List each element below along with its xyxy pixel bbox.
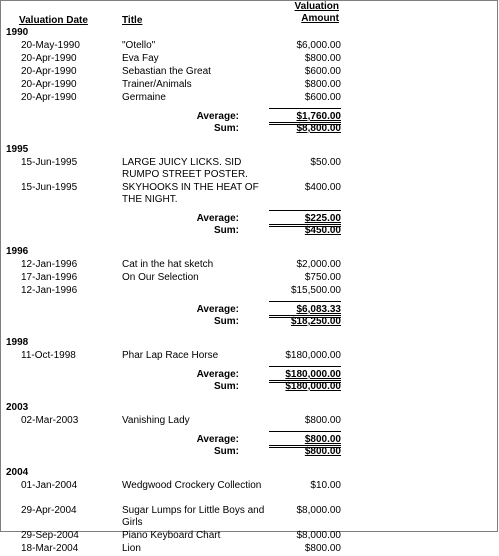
average-value: $6,083.33 [296, 304, 341, 315]
average-value: $1,760.00 [296, 111, 341, 122]
title-cell: Sugar Lumps for Little Boys and Girls [122, 505, 265, 528]
year-heading [1, 337, 499, 350]
table-row [1, 543, 499, 556]
average-label: Average: [196, 369, 239, 380]
title-cell: Phar Lap Race Horse [122, 350, 219, 361]
column-header-amount-line2: Amount [301, 13, 339, 24]
sum-value: $18,250.00 [290, 316, 341, 327]
amount-cell: $8,000.00 [296, 505, 341, 516]
title-cell: SKYHOOKS IN THE HEAT OF THE NIGHT. [122, 182, 259, 205]
amount-cell: $8,000.00 [296, 530, 341, 541]
group-gap [1, 237, 499, 246]
year-heading [1, 402, 499, 415]
table-row [1, 53, 499, 66]
column-header-valuation-date: Valuation Date [19, 15, 88, 26]
title-cell: Piano Keyboard Chart [122, 530, 221, 541]
valuation-date-cell: 17-Jan-1996 [21, 272, 78, 283]
sum-row [1, 316, 499, 328]
summary-rule [269, 431, 341, 432]
average-row [1, 111, 499, 123]
sum-value: $450.00 [304, 225, 341, 236]
table-row [1, 530, 499, 543]
amount-cell: $400.00 [304, 182, 341, 193]
column-header-amount-line1: Valuation [294, 1, 339, 12]
amount-cell: $15,500.00 [290, 285, 341, 296]
valuation-date-cell: 20-Apr-1990 [21, 53, 77, 64]
valuation-date-cell: 20-May-1990 [21, 40, 80, 51]
valuation-date-cell: 29-Sep-2004 [21, 530, 79, 541]
column-header-title: Title [122, 15, 143, 26]
valuation-date-cell: 15-Jun-1995 [21, 182, 78, 193]
average-label: Average: [196, 434, 239, 445]
amount-cell: $10.00 [310, 480, 341, 491]
amount-cell: $800.00 [304, 79, 341, 90]
average-row [1, 304, 499, 316]
sum-value: $800.00 [304, 446, 341, 457]
valuation-date-cell: 18-Mar-2004 [21, 543, 79, 554]
valuation-date-cell: 12-Jan-1996 [21, 285, 78, 296]
title-cell: Eva Fay [122, 53, 159, 64]
sum-value: $180,000.00 [285, 381, 341, 392]
valuation-date-cell: 15-Jun-1995 [21, 157, 78, 168]
average-label: Average: [196, 213, 239, 224]
average-label: Average: [196, 111, 239, 122]
amount-cell: $180,000.00 [285, 350, 341, 361]
table-row [1, 92, 499, 105]
amount-cell: $600.00 [304, 92, 341, 103]
group-gap [1, 328, 499, 337]
table-row [1, 505, 499, 530]
year-label: 1996 [6, 246, 29, 257]
column-header-valuation-amount [295, 1, 339, 25]
year-heading [1, 467, 499, 480]
summary-rule [269, 108, 341, 109]
sum-value: $8,800.00 [296, 123, 341, 134]
average-row [1, 369, 499, 381]
year-label: 1990 [6, 27, 29, 38]
valuation-date-cell: 01-Jan-2004 [21, 480, 78, 491]
group-gap [1, 458, 499, 467]
sum-row [1, 123, 499, 135]
valuation-date-cell: 29-Apr-2004 [21, 505, 77, 516]
valuation-date-cell: 20-Apr-1990 [21, 79, 77, 90]
amount-cell: $600.00 [304, 66, 341, 77]
table-row [1, 480, 499, 505]
amount-cell: $800.00 [304, 415, 341, 426]
sum-row [1, 446, 499, 458]
table-row [1, 272, 499, 285]
table-row [1, 157, 499, 182]
title-cell: "Otello" [122, 40, 156, 51]
valuation-date-cell: 02-Mar-2003 [21, 415, 79, 426]
valuation-date-cell: 12-Jan-1996 [21, 259, 78, 270]
year-heading [1, 27, 499, 40]
table-row [1, 40, 499, 53]
table-row [1, 415, 499, 428]
average-value: $180,000.00 [285, 369, 341, 380]
title-cell: Trainer/Animals [122, 79, 192, 90]
report-body [1, 27, 499, 556]
sum-label: Sum: [214, 381, 239, 392]
group-gap [1, 393, 499, 402]
average-row [1, 434, 499, 446]
sum-label: Sum: [214, 316, 239, 327]
table-row [1, 259, 499, 272]
summary-rule [269, 301, 341, 302]
table-row [1, 350, 499, 363]
title-cell: Vanishing Lady [122, 415, 190, 426]
group-gap [1, 135, 499, 144]
sum-label: Sum: [214, 123, 239, 134]
valuation-date-cell: 11-Oct-1998 [21, 350, 76, 361]
title-cell: Wedgwood Crockery Collection [122, 480, 262, 491]
title-cell: On Our Selection [122, 272, 199, 283]
amount-cell: $800.00 [304, 543, 341, 554]
sum-label: Sum: [214, 446, 239, 457]
valuation-date-cell: 20-Apr-1990 [21, 92, 77, 103]
title-cell: LARGE JUICY LICKS. SID RUMPO STREET POSTER. [122, 157, 248, 180]
average-value: $225.00 [304, 213, 341, 224]
summary-rule [269, 366, 341, 367]
year-heading [1, 246, 499, 259]
year-label: 1998 [6, 337, 29, 348]
table-row [1, 66, 499, 79]
amount-cell: $50.00 [310, 157, 341, 168]
title-cell: Germaine [122, 92, 166, 103]
table-row [1, 182, 499, 207]
average-value: $800.00 [304, 434, 341, 445]
amount-cell: $800.00 [304, 53, 341, 64]
title-cell: Cat in the hat sketch [122, 259, 214, 270]
average-label: Average: [196, 304, 239, 315]
year-label: 2003 [6, 402, 29, 413]
title-cell: Sebastian the Great [122, 66, 211, 77]
amount-cell: $2,000.00 [296, 259, 341, 270]
amount-cell: $6,000.00 [296, 40, 341, 51]
valuation-date-cell: 20-Apr-1990 [21, 66, 77, 77]
table-row [1, 79, 499, 92]
sum-row [1, 225, 499, 237]
sum-row [1, 381, 499, 393]
year-label: 2004 [6, 467, 29, 478]
average-row [1, 213, 499, 225]
summary-rule [269, 210, 341, 211]
year-heading [1, 144, 499, 157]
table-row [1, 285, 499, 298]
title-cell: Lion [122, 543, 141, 554]
year-label: 1995 [6, 144, 29, 155]
sum-label: Sum: [214, 225, 239, 236]
amount-cell: $750.00 [304, 272, 341, 283]
